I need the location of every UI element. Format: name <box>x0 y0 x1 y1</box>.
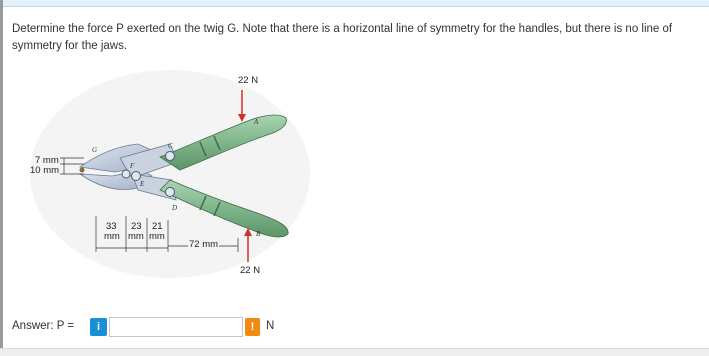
dim-21-number: 21 <box>152 221 163 232</box>
point-a-label: A <box>254 118 259 126</box>
answer-row <box>12 316 702 338</box>
dim-33-unit: mm <box>104 231 120 242</box>
dim-72mm-label: 72 mm <box>189 239 219 250</box>
pin-f <box>122 170 130 178</box>
dim-7mm-label: 7 mm <box>35 155 59 166</box>
left-rail <box>0 0 3 355</box>
dim-23-unit: mm <box>128 231 144 242</box>
pliers-figure <box>20 62 310 287</box>
dim-21-unit: mm <box>149 231 165 242</box>
pin-c <box>166 152 175 161</box>
point-c-label: C <box>168 142 173 150</box>
question-text: Determine the force P exerted on the twig G. Note that there is a horizontal line of symmetry for the handles, but there is no line of symmetry for the jaws. <box>12 23 673 52</box>
pin-d <box>166 188 175 197</box>
force-top-label: 22 N <box>238 75 259 86</box>
point-e-label: E <box>140 180 145 188</box>
top-band <box>0 0 709 7</box>
twig-g <box>80 168 85 173</box>
force-bottom-label: 22 N <box>240 265 261 276</box>
answer-label: Answer: P = <box>12 320 75 332</box>
answer-input[interactable] <box>109 317 243 337</box>
unit-label: N <box>266 320 275 332</box>
point-d-label: D <box>172 204 178 212</box>
point-g-label: G <box>92 146 98 154</box>
pliers-drawing <box>20 62 310 287</box>
dim-33-number: 33 <box>106 221 117 232</box>
dim-10mm-label: 10 mm <box>30 165 60 176</box>
point-f-label: F <box>130 162 135 170</box>
warning-icon[interactable]: ! <box>245 318 260 336</box>
dim-23-number: 23 <box>131 221 142 232</box>
info-icon[interactable]: i <box>90 318 107 336</box>
point-b-label: B <box>256 230 261 238</box>
